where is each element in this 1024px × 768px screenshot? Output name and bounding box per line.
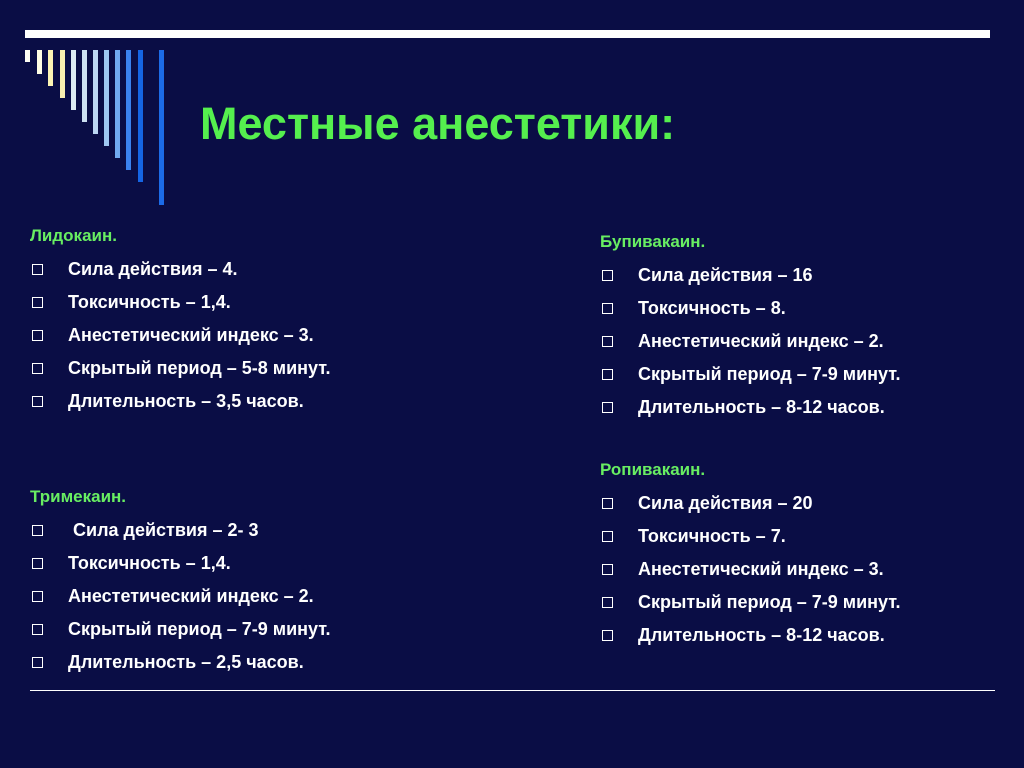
item-text: Длительность – 8-12 часов. — [638, 397, 885, 417]
decor-bar — [115, 50, 120, 158]
square-bullet-icon — [32, 624, 43, 635]
item-text: Токсичность – 8. — [638, 298, 786, 318]
list-item — [600, 591, 901, 613]
decor-bar — [25, 50, 30, 62]
decor-bar — [48, 50, 53, 86]
square-bullet-icon — [602, 630, 613, 641]
item-text: Скрытый период – 7-9 минут. — [638, 592, 901, 612]
square-bullet-icon — [602, 498, 613, 509]
square-bullet-icon — [602, 597, 613, 608]
decor-bar — [60, 50, 65, 98]
list-item — [30, 552, 331, 574]
decor-bar — [104, 50, 109, 146]
square-bullet-icon — [32, 363, 43, 374]
item-text: Скрытый период – 7-9 минут. — [68, 619, 331, 639]
square-bullet-icon — [602, 369, 613, 380]
item-text: Анестетический индекс – 2. — [638, 331, 884, 351]
item-text: Токсичность – 1,4. — [68, 292, 231, 312]
list-item — [600, 264, 901, 286]
square-bullet-icon — [602, 564, 613, 575]
decorative-gradient-bars — [0, 0, 200, 220]
list-item — [30, 390, 331, 412]
square-bullet-icon — [602, 270, 613, 281]
group-ropivacaine — [600, 459, 901, 646]
list-item — [30, 519, 331, 541]
list-item — [600, 330, 901, 352]
list-item — [30, 324, 331, 346]
item-text: Анестетический индекс – 2. — [68, 586, 314, 606]
square-bullet-icon — [602, 402, 613, 413]
decor-bar — [126, 50, 131, 170]
group-title-bupivacaine: Бупивакаин. — [600, 232, 706, 251]
square-bullet-icon — [32, 657, 43, 668]
square-bullet-icon — [32, 525, 43, 536]
list-item — [30, 258, 331, 280]
square-bullet-icon — [32, 396, 43, 407]
group-bupivacaine — [600, 231, 901, 418]
item-text: Длительность – 8-12 часов. — [638, 625, 885, 645]
list-item — [30, 291, 331, 313]
item-text: Сила действия – 20 — [638, 493, 813, 513]
list-item — [600, 396, 901, 418]
item-text: Токсичность – 7. — [638, 526, 786, 546]
group-title-ropivacaine: Ропивакаин. — [600, 460, 706, 479]
square-bullet-icon — [602, 336, 613, 347]
decor-bar — [71, 50, 76, 110]
list-item — [30, 585, 331, 607]
square-bullet-icon — [602, 303, 613, 314]
list-item — [600, 297, 901, 319]
decor-bar — [159, 50, 164, 205]
list-item — [600, 624, 901, 646]
group-title-lidocaine: Лидокаин. — [30, 226, 117, 245]
item-text: Анестетический индекс – 3. — [68, 325, 314, 345]
list-item — [30, 357, 331, 379]
item-text: Анестетический индекс – 3. — [638, 559, 884, 579]
list-item — [600, 558, 901, 580]
decor-bar — [82, 50, 87, 122]
square-bullet-icon — [32, 297, 43, 308]
list-item — [30, 618, 331, 640]
decor-bar — [138, 50, 143, 182]
square-bullet-icon — [32, 264, 43, 275]
square-bullet-icon — [602, 531, 613, 542]
list-item — [600, 525, 901, 547]
list-item — [600, 492, 901, 514]
decor-bar — [37, 50, 42, 74]
item-text: Скрытый период – 7-9 минут. — [638, 364, 901, 384]
item-text: Сила действия – 2- 3 — [68, 520, 259, 540]
item-text: Длительность – 2,5 часов. — [68, 652, 304, 672]
square-bullet-icon — [32, 591, 43, 602]
item-text: Длительность – 3,5 часов. — [68, 391, 304, 411]
group-lidocaine — [30, 225, 331, 412]
square-bullet-icon — [32, 558, 43, 569]
list-item — [600, 363, 901, 385]
item-text: Сила действия – 16 — [638, 265, 813, 285]
slide-title: Местные анестетики: — [200, 98, 676, 149]
group-trimecaine — [30, 486, 331, 673]
bottom-divider-line — [30, 690, 995, 691]
item-text: Скрытый период – 5-8 минут. — [68, 358, 331, 378]
item-text: Сила действия – 4. — [68, 259, 238, 279]
square-bullet-icon — [32, 330, 43, 341]
item-text: Токсичность – 1,4. — [68, 553, 231, 573]
list-item — [30, 651, 331, 673]
decor-bar — [93, 50, 98, 134]
group-title-trimecaine: Тримекаин. — [30, 487, 127, 506]
